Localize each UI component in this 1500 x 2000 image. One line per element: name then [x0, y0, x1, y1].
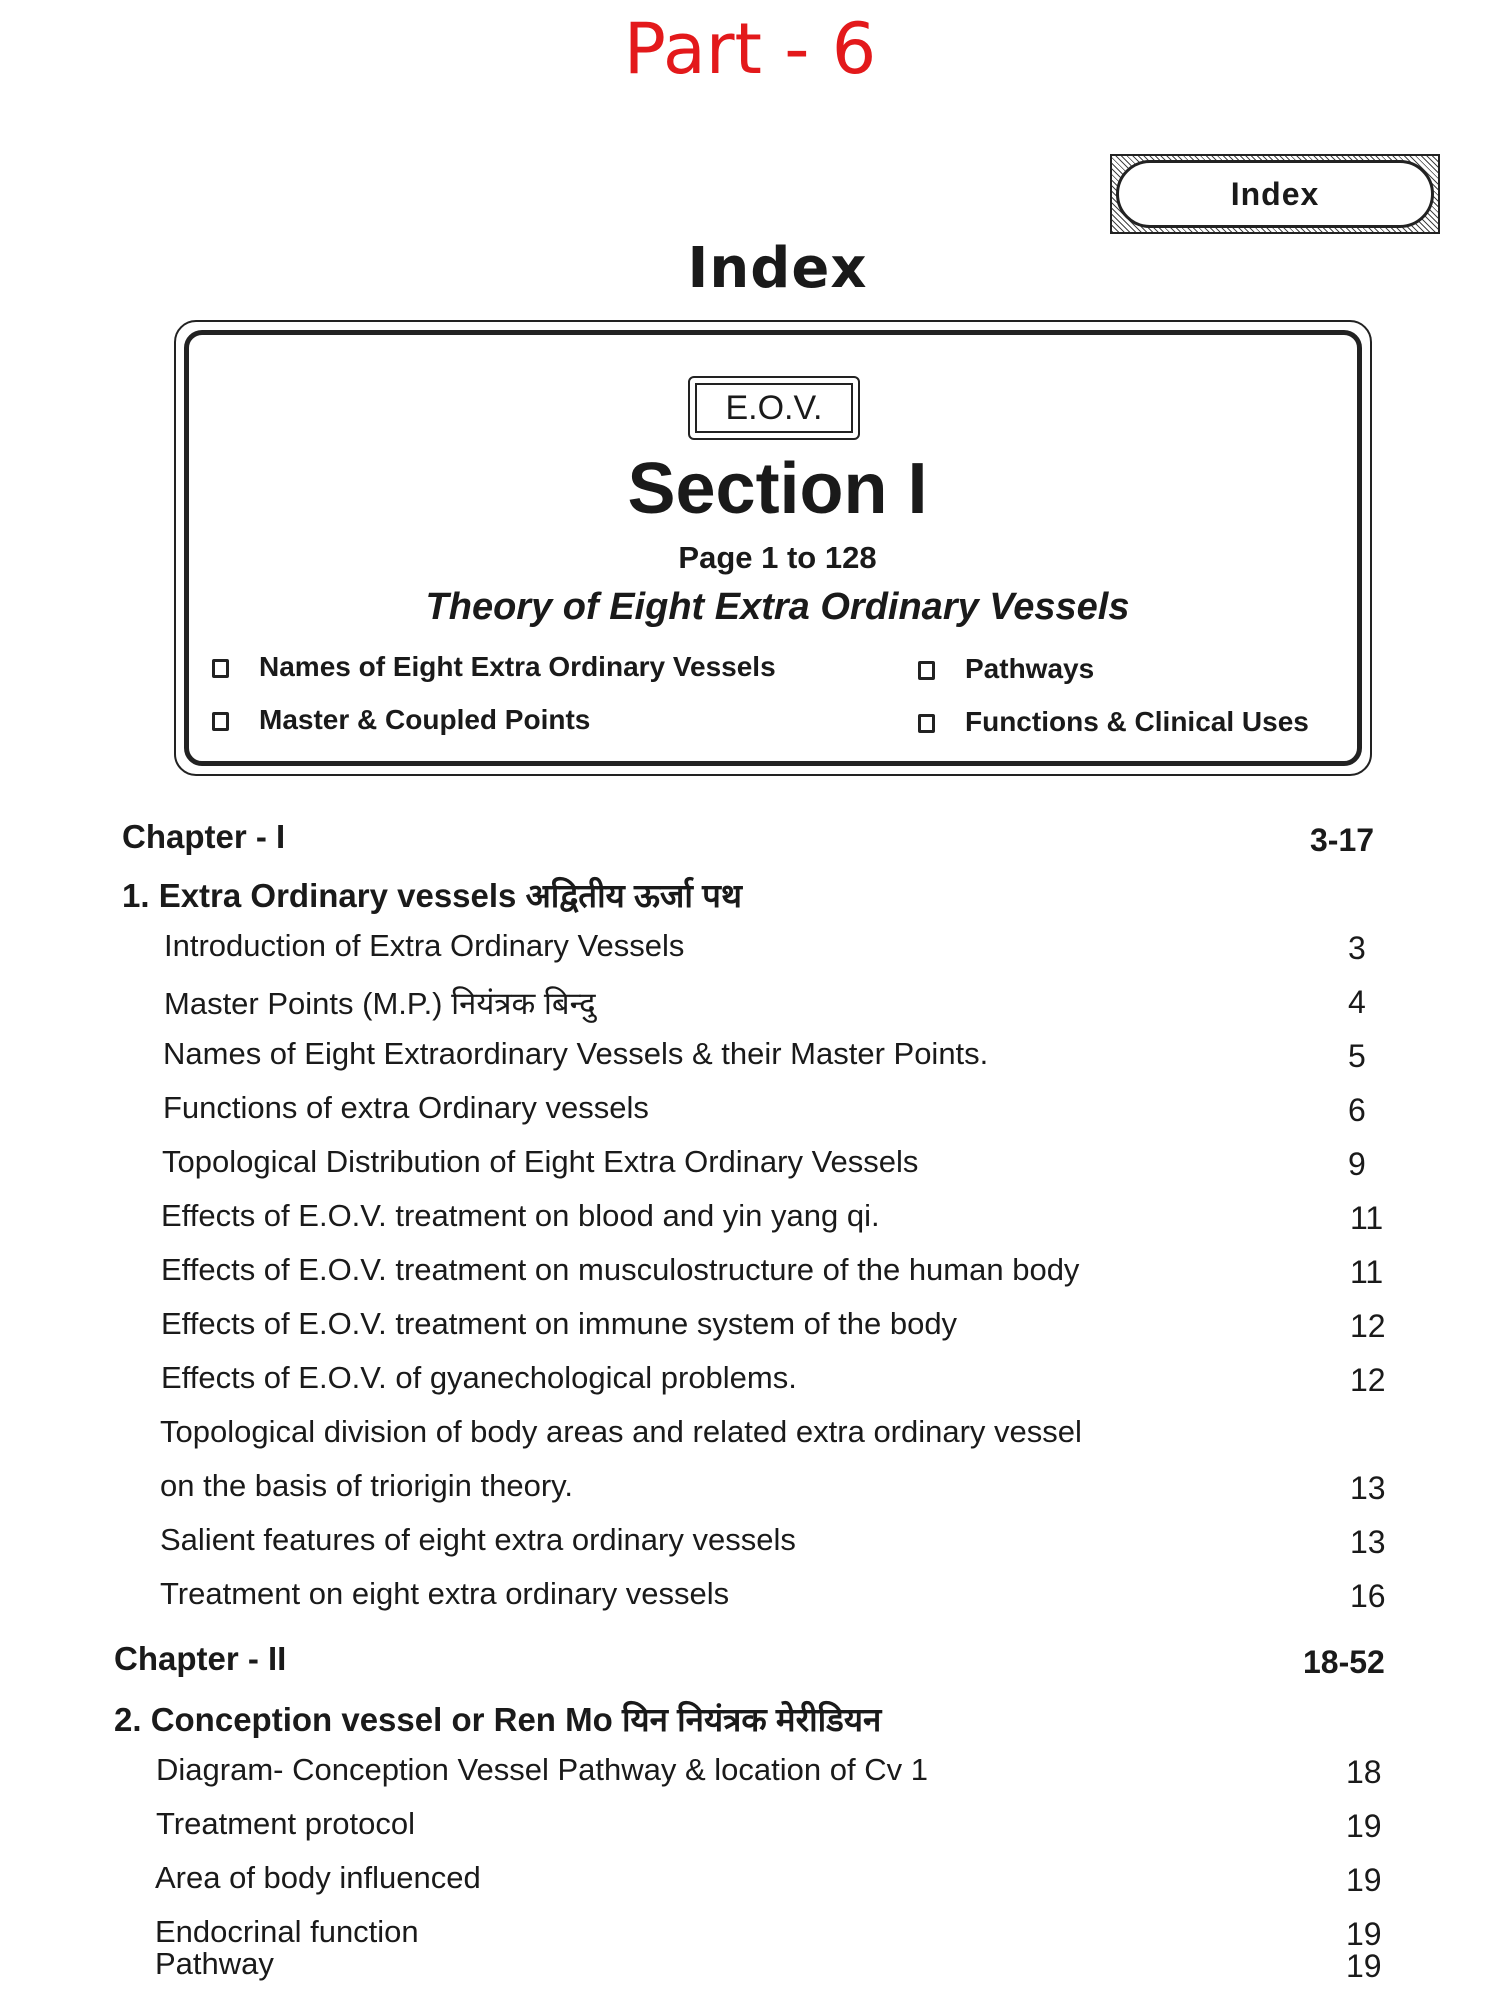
toc-page: 12: [1350, 1308, 1386, 1344]
part-title: Part - 6: [623, 8, 877, 90]
toc-page: 3: [1348, 930, 1366, 966]
eov-badge: [688, 376, 860, 440]
toc-entry: Topological Distribution of Eight Extra Ordinary Vessels: [162, 1144, 919, 1179]
toc-entry: Treatment protocol: [156, 1806, 416, 1841]
toc-page: 5: [1348, 1038, 1366, 1074]
toc-page: 19: [1346, 1862, 1382, 1898]
toc-page: 4: [1348, 984, 1366, 1020]
section-heading: 1. Extra Ordinary vessels अद्वितीय ऊर्जा पथ: [122, 877, 742, 914]
section-title: Section I: [627, 449, 928, 529]
toc-entry: Effects of E.O.V. treatment on immune system of the body: [161, 1306, 958, 1341]
checkbox-icon: [212, 712, 229, 731]
bullet-item: Master & Coupled Points: [212, 704, 590, 736]
index-tab-label: Index: [1116, 160, 1434, 228]
toc-entry: Pathway: [155, 1946, 274, 1981]
section-heading: 2. Conception vessel or Ren Mo यिन नियंत्रक मेरीडियन: [114, 1701, 882, 1738]
index-heading: Index: [687, 236, 868, 301]
toc-page: 12: [1350, 1362, 1386, 1398]
toc-entry: Effects of E.O.V. treatment on blood and yin yang qi.: [161, 1198, 880, 1233]
toc-entry: Area of body influenced: [155, 1860, 481, 1895]
checkbox-icon: [918, 714, 935, 733]
toc-entry: Functions of extra Ordinary vessels: [163, 1090, 649, 1125]
toc-entry: Treatment on eight extra ordinary vessels: [160, 1576, 730, 1611]
checkbox-icon: [918, 661, 935, 680]
toc-entry: on the basis of triorigin theory.: [160, 1468, 573, 1503]
toc-page: 6: [1348, 1092, 1366, 1128]
toc-page: 19: [1346, 1916, 1382, 1952]
toc-page: 19: [1346, 1808, 1382, 1844]
bullet-item: Functions & Clinical Uses: [918, 706, 1309, 738]
toc-entry: Effects of E.O.V. treatment on musculostructure of the human body: [161, 1252, 1080, 1287]
section-page-range: Page 1 to 128: [678, 540, 877, 575]
toc-entry: Salient features of eight extra ordinary vessels: [160, 1522, 796, 1557]
chapter-label: Chapter - I: [122, 818, 286, 855]
toc-entry: Names of Eight Extraordinary Vessels & their Master Points.: [163, 1036, 989, 1071]
chapter-page-range: 3-17: [1310, 822, 1375, 858]
index-tab: [1110, 154, 1440, 234]
toc-entry: Topological division of body areas and related extra ordinary vessel: [160, 1414, 1082, 1449]
checkbox-icon: [212, 659, 229, 678]
toc-page: 11: [1350, 1254, 1384, 1290]
toc-entry: Introduction of Extra Ordinary Vessels: [164, 928, 685, 963]
toc-page: 18: [1346, 1754, 1382, 1790]
toc-entry: Effects of E.O.V. of gyanechological problems.: [161, 1360, 797, 1395]
section-subtitle: Theory of Eight Extra Ordinary Vessels: [425, 586, 1130, 628]
chapter-page-range: 18-52: [1303, 1644, 1385, 1680]
toc-page: 19: [1346, 1948, 1382, 1984]
bullet-item: Pathways: [918, 653, 1094, 685]
chapter-label: Chapter - II: [114, 1640, 287, 1677]
toc-page: 11: [1350, 1200, 1384, 1236]
toc-entry: Diagram- Conception Vessel Pathway & location of Cv 1: [156, 1752, 928, 1787]
toc-page: 13: [1350, 1524, 1386, 1560]
toc-page: 9: [1348, 1146, 1366, 1182]
toc-entry: Master Points (M.P.) नियंत्रक बिन्दु: [164, 986, 596, 1021]
toc-page: 16: [1350, 1578, 1386, 1614]
bullet-item: Names of Eight Extra Ordinary Vessels: [212, 651, 776, 683]
eov-badge-label: E.O.V.: [695, 383, 853, 433]
toc-entry: Endocrinal function: [155, 1914, 419, 1949]
toc-page: 13: [1350, 1470, 1386, 1506]
